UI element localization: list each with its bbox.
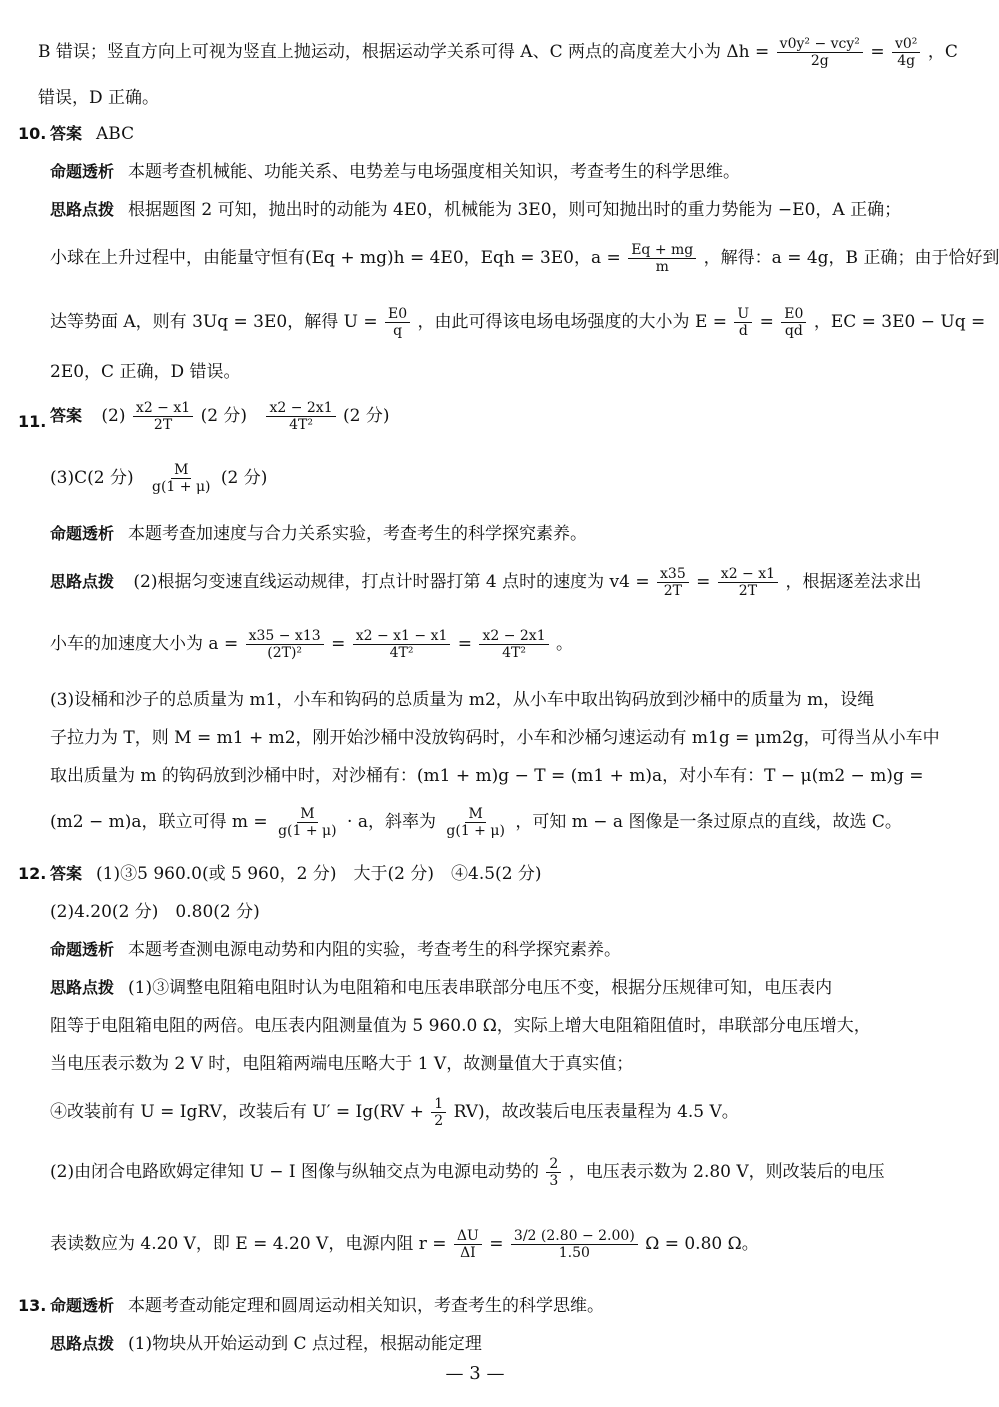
q10-hint-line-1: 思路点拨 根据题图 2 可知，抛出时的动能为 4E0，机械能为 3E0，则可知抛出时的重力势能为 −E0，A 正确； (50, 200, 902, 220)
q11-answer-2: (3)C(2 分) $\frac{M}{g(1 + \mu)}$ (2 分) (50, 462, 268, 496)
q9-fraction-2: $\frac{\text{v0²}}{4g}$ (892, 36, 920, 69)
q12-answer-1: 答案 (1)③5 960.0(或 5 960，2 分) 大于(2 分) ④4.5(2 分) (50, 864, 542, 884)
q11-number: 11. (18, 412, 47, 431)
q13-intent: 命题透析 本题考查动能定理和圆周运动相关知识，考查考生的科学思维。 (50, 1296, 605, 1316)
q10-hint-line-4: 2E0，C 正确，D 错误。 (50, 362, 241, 382)
q11-hint-line-2: 小车的加速度大小为 a = $\frac{x35 - x13}{\text{(2T)²}}$ = $\frac{x2 - x1 - x1}{\text{4T²}}$ = $\frac{x2 - 2x1}{\text{4T²}}$ 。 (50, 628, 574, 662)
q11-hint-line-4: 子拉力为 T，则 M = m1 + m2，刚开始沙桶中没放钩码时，小车和沙桶匀速运动有 m1g = μm2g，可得当从小车中 (50, 728, 940, 748)
q12-hint-line-6: 表读数应为 4.20 V，即 E = 4.20 V，电源内阻 r = $\frac{\Delta U}{\Delta I}$ = $\frac{3/2 (2.80 - 2.00)}{1.50}$ Ω = 0.80 Ω。 (50, 1228, 759, 1262)
q10-intent: 命题透析 本题考查机械能、功能关系、电势差与电场强度相关知识，考查考生的科学思维。 (50, 162, 741, 182)
q12-intent: 命题透析 本题考查测电源电动势和内阻的实验，考查考生的科学探究素养。 (50, 940, 622, 960)
q11-hint-line-5: 取出质量为 m 的钩码放到沙桶中时，对沙桶有：(m1 + m)g − T = (m1 + m)a，对小车有：T − μ(m2 − m)g = (50, 766, 924, 786)
q13-number: 13. (18, 1296, 47, 1315)
q12-hint-line-2: 阻等于电阻箱电阻的两倍。电压表内阻测量值为 5 960.0 Ω，实际上增大电阻箱阻值时，串联部分电压增大， (50, 1016, 871, 1036)
q13-hint-line-1: 思路点拨 (1)物块从开始运动到 C 点过程，根据动能定理 (50, 1334, 482, 1354)
q12-number: 12. (18, 864, 47, 883)
q9-fraction-1: $\frac{\text{v0y² − vcy²}}{2g}$ (777, 36, 863, 69)
q12-hint-line-3: 当电压表示数为 2 V 时，电阻箱两端电压略大于 1 V，故测量值大于真实值； (50, 1054, 634, 1074)
q11-hint-line-3: (3)设桶和沙子的总质量为 m1，小车和钩码的总质量为 m2，从小车中取出钩码放到沙桶中的质量为 m，设绳 (50, 690, 875, 710)
page-number: — 3 — (445, 1363, 505, 1384)
q9-line-1: B 错误；竖直方向上可视为竖直上抛运动，根据运动学关系可得 A、C 两点的高度差大小为 Δh = $\frac{\text{v0y² − vcy²}}{2g}$ = $\frac{\text{v0²}}{4g}$ ，C (38, 36, 958, 70)
q10-hint-line-3: 达等势面 A，则有 3Uq = 3E0，解得 U = $\frac{E0}{q}$ ，由此可得该电场电场强度的大小为 E = $\frac{U}{d}$ = $\frac{E0}{qd}$ ，EC = 3E0 − Uq = (50, 306, 986, 340)
q10-number: 10. (18, 124, 47, 143)
q12-answer-2: (2)4.20(2 分) 0.80(2 分) (50, 902, 260, 922)
q12-hint-line-1: 思路点拨 (1)③调整电阻箱电阻时认为电阻箱和电压表串联部分电压不变，根据分压规律可知，电压表内 (50, 978, 833, 998)
q9-line-2: 错误，D 正确。 (38, 88, 160, 108)
q11-hint-line-6: (m2 − m)a，联立可得 m = $\frac{M}{g(1 + \mu)}$ · a，斜率为 $\frac{M}{g(1 + \mu)}$ ，可知 m − a 图像是一条过原点的直线，故选 C。 (50, 806, 902, 840)
q12-hint-line-5: (2)由闭合电路欧姆定律知 U − I 图像与纵轴交点为电源电动势的 $\frac{2}{3}$ ，电压表示数为 2.80 V，则改装后的电压 (50, 1156, 885, 1190)
q10-hint-line-2: 小球在上升过程中，由能量守恒有(Eq + mg)h = 4E0，Eqh = 3E0，a = $\frac{Eq + mg}{m}$ ，解得：a = 4g，B 正确；由于恰好到 (50, 242, 999, 276)
q11-intent: 命题透析 本题考查加速度与合力关系实验，考查考生的科学探究素养。 (50, 524, 588, 544)
q12-hint-line-4: ④改装前有 U = IgRV，改装后有 U′ = Ig(RV + $\frac{1}{2}$ RV)，故改装后电压表量程为 4.5 V。 (50, 1096, 739, 1130)
q11-hint-line-1: 思路点拨 (2)根据匀变速直线运动规律，打点计时器打第 4 点时的速度为 v4 = $\frac{x35}{2T}$ = $\frac{x2 - x1}{2T}$ ，根据逐差法求出 (50, 566, 922, 600)
q10-answer: 答案 ABC (50, 124, 135, 144)
q11-answer-1: 答案 (2) $\frac{x2 - x1}{2T}$ (2 分) $\frac{x2 - 2x1}{\text{4T²}}$ (2 分) (50, 400, 390, 434)
